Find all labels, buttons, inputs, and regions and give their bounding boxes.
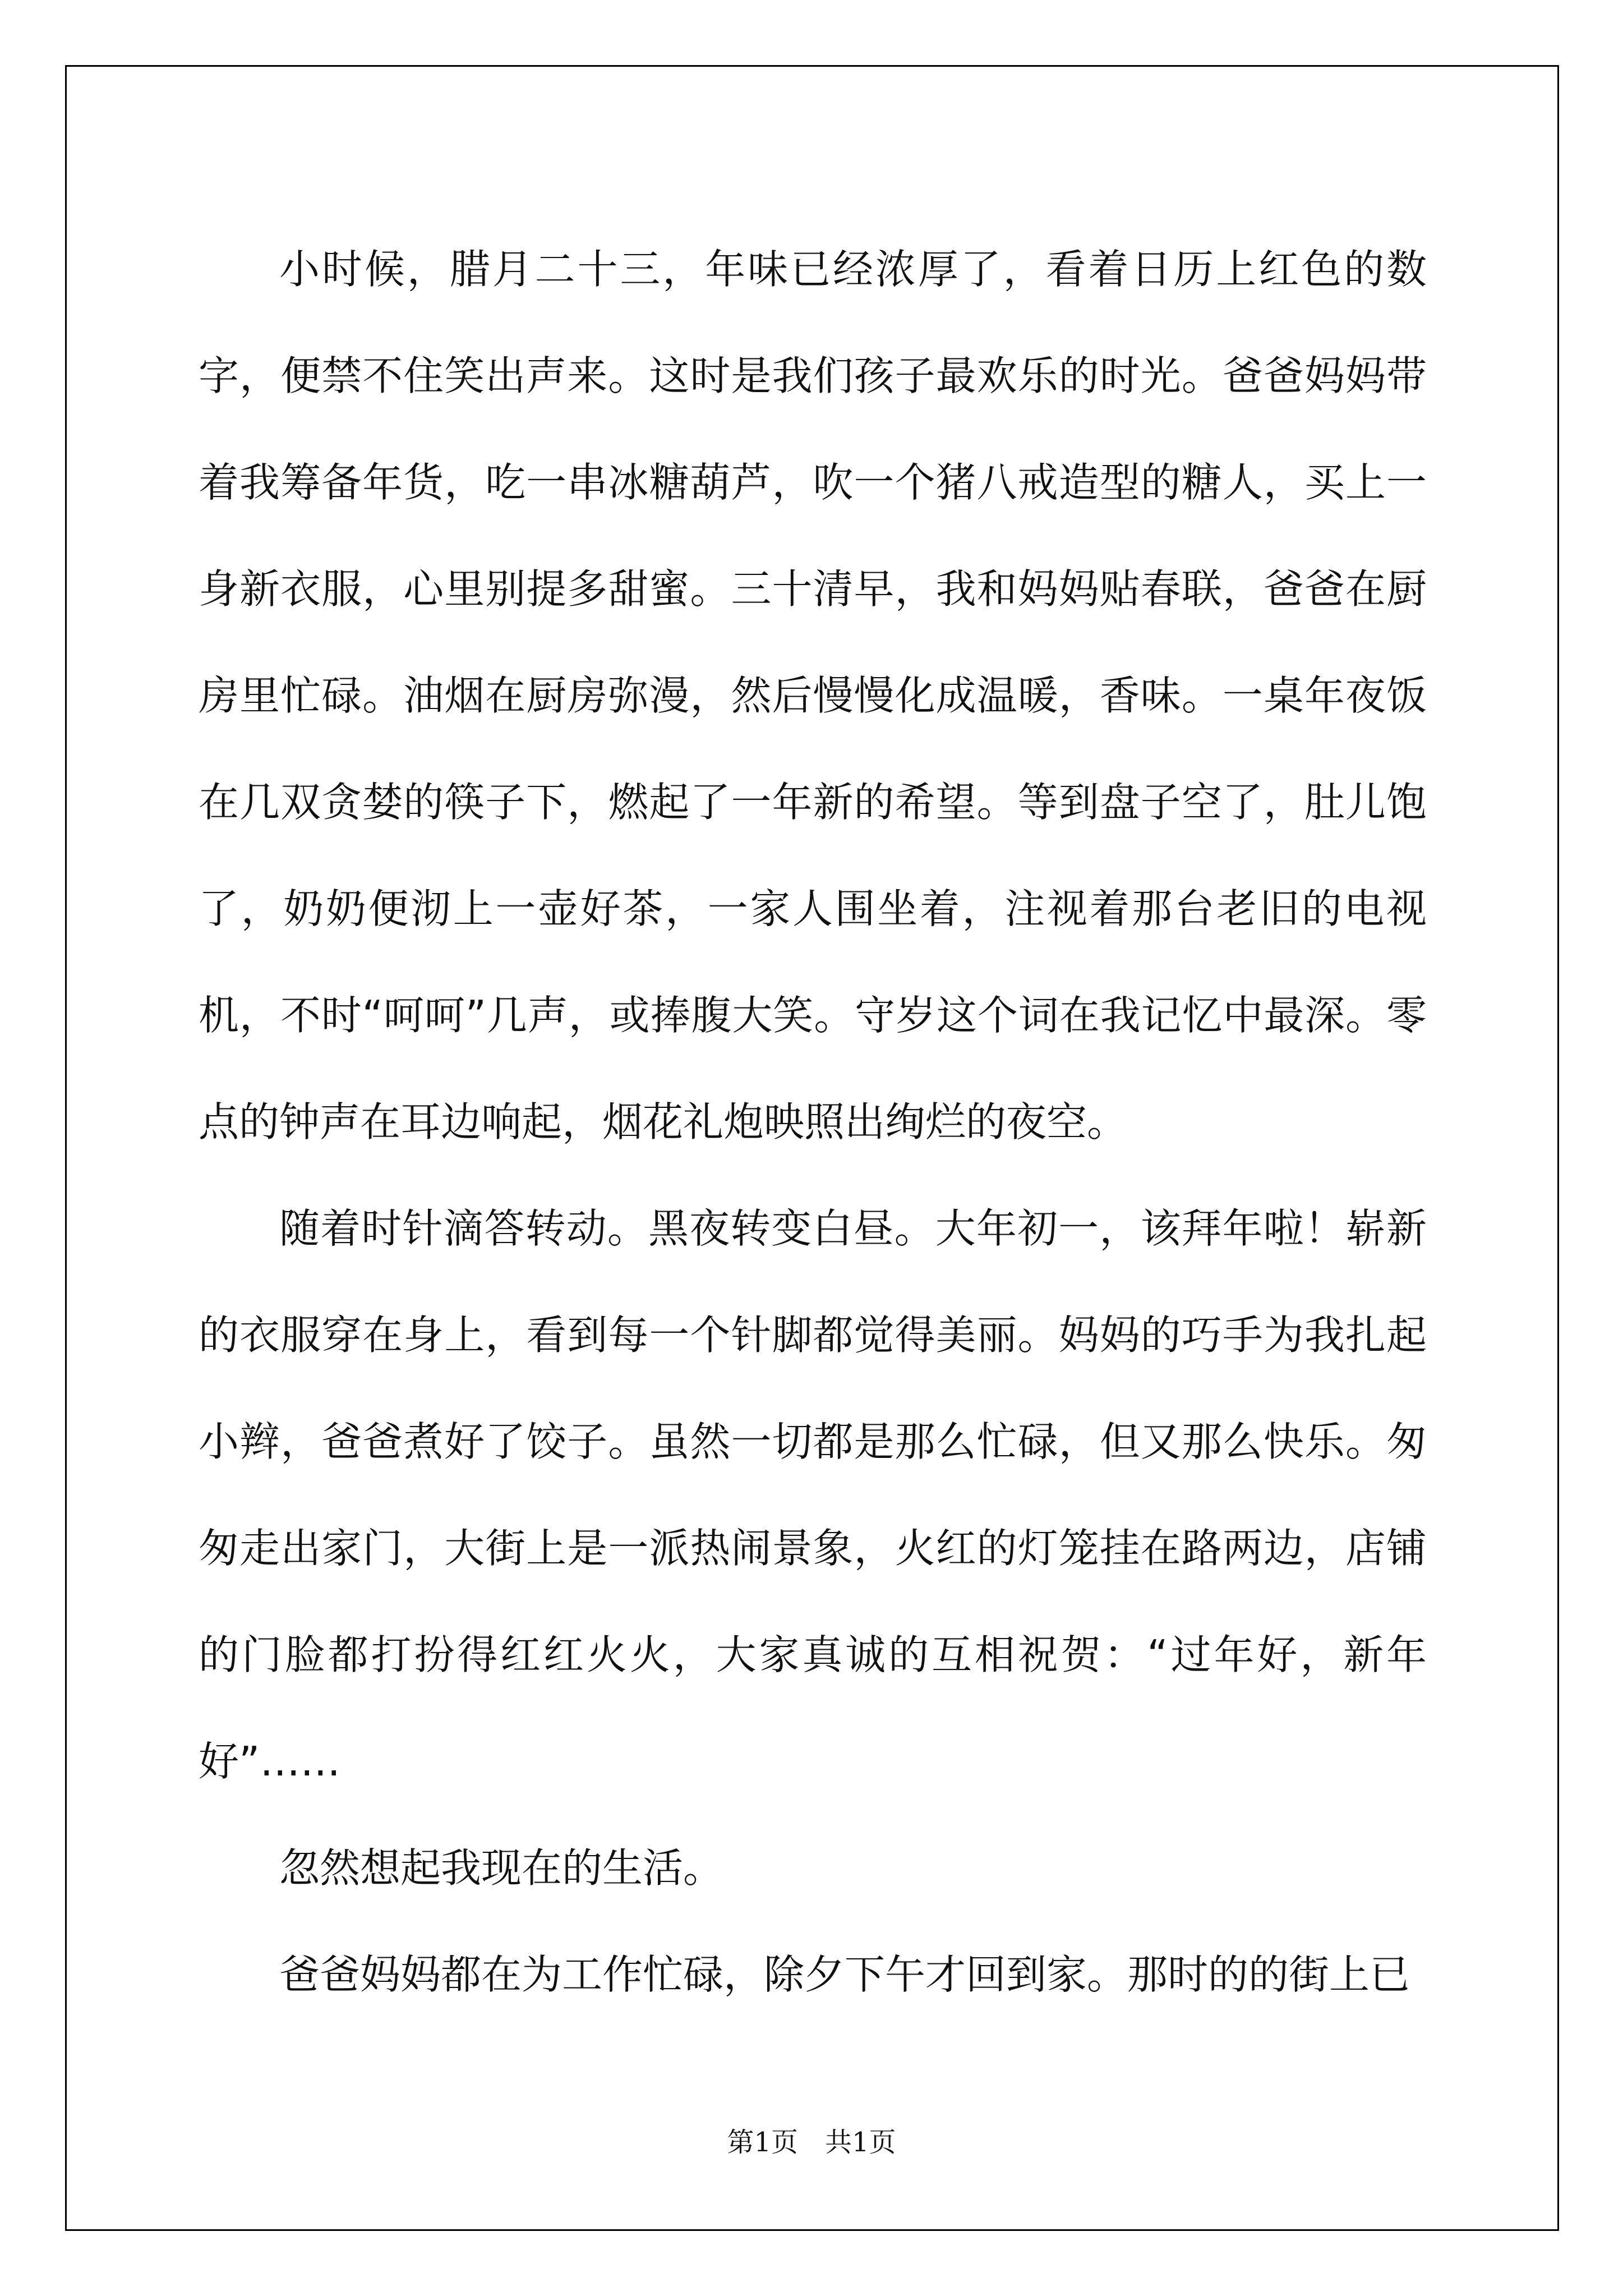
paragraph-4: 爸爸妈妈都在为工作忙碌，除夕下午才回到家。那时的的街上已 — [279, 1951, 1410, 1998]
paragraph-2: 随着时针滴答转动。黑夜转变白昼。大年初一，该拜年啦！崭新的衣服穿在身上，看到每一个针脚都觉得美丽。妈妈的巧手为我扎起小辫，爸爸煮好了饺子。虽然一切都是那么忙碌，但又那么快乐。匆匆走出家门，大街上是一派热闹景象，火红的灯笼挂在路两边，店铺的门脸都打扮得红红火火，大家真诚的互相祝贺：“过年好，新年好”…… — [199, 1205, 1427, 1785]
page-number-footer: 第1页 共1页 — [727, 2127, 896, 2158]
paragraph-3: 忽然想起我现在的生活。 — [279, 1844, 724, 1892]
paragraph-1: 小时候，腊月二十三，年味已经浓厚了，看着日历上红色的数字，便禁不住笑出声来。这时是我们孩子最欢乐的时光。爸爸妈妈带着我筹备年货，吃一串冰糖葫芦，吹一个猪八戒造型的糖人，买上一身新衣服，心里别提多甜蜜。三十清早，我和妈妈贴春联，爸爸在厨房里忙碌。油烟在厨房弥漫，然后慢慢化成温暖，香味。一桌年夜饭在几双贪婪的筷子下，燃起了一年新的希望。等到盘子空了，肚儿饱了，奶奶便沏上一壶好茶，一家人围坐着，注视着那台老旧的电视机，不时“呵呵”几声，或捧腹大笑。守岁这个词在我记忆中最深。零点的钟声在耳边响起，烟花礼炮映照出绚烂的夜空。 — [199, 246, 1427, 1145]
document-body — [199, 216, 1427, 2028]
